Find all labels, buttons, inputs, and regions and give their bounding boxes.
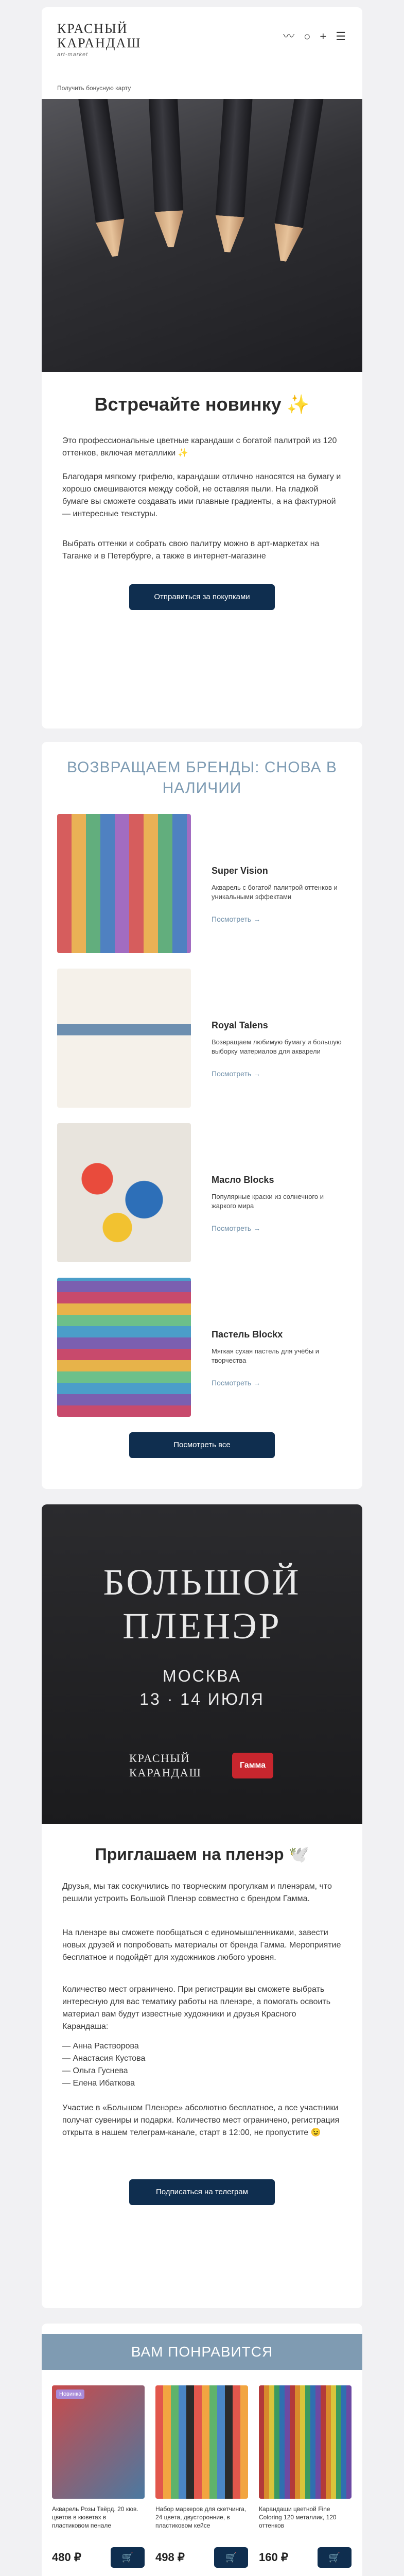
recommended-title: ВАМ ПОНРАВИТСЯ (42, 2334, 362, 2370)
banner-brand2: КАРАНДАШ (129, 1766, 202, 1779)
artist-item: — Ольга Гуснева (62, 2066, 128, 2075)
hero-image (42, 99, 362, 372)
shop-button[interactable]: Отправиться за покупками (129, 584, 275, 610)
partner-logo: Гамма (232, 1753, 273, 1778)
brand-item[interactable] (57, 814, 345, 969)
hero-para-2: Благодаря мягкому грифелю, карандаши отлично наносятся на бумагу и хорошо смешиваются между собой, не оставляя пыли. На гладкой бумаге вы сможете создавать ими плавные градиенты, а на фактурной — интересные текстуры. (62, 472, 341, 518)
header-icons (283, 31, 346, 42)
recommended-card (42, 2324, 362, 2576)
brand-image (57, 1123, 191, 1262)
hero-card (42, 7, 362, 728)
product-price: 498 ₽ (155, 2551, 185, 2564)
plein-banner[interactable] (42, 1504, 362, 1824)
promo-link[interactable]: Получить бонусную карту (57, 84, 131, 92)
product-image (259, 2385, 352, 2499)
artist-item: — Анастасия Кустова (62, 2054, 146, 2063)
banner-dates: 13 · 14 ИЮЛЯ (139, 1690, 265, 1708)
banner-city: МОСКВА (163, 1667, 241, 1685)
hero-para-3: Выбрать оттенки и собрать свою палитру можно в арт-маркетах на Таганке и в Петербурге, а также в интернет-магазине (62, 539, 320, 561)
product-price: 480 ₽ (52, 2551, 81, 2564)
pencil-1 (70, 99, 125, 224)
brand-name: Пастель Blockx (212, 1329, 283, 1340)
product-name: Набор маркеров для скетчинга, 24 цвета, двусторонние, в пластиковом кейсе (155, 2505, 247, 2529)
product-image (155, 2385, 248, 2499)
brand-image (57, 969, 191, 1108)
circle-icon[interactable]: ○ (304, 30, 311, 43)
cart-icon[interactable]: 🛒 (111, 2547, 145, 2568)
brand-image (57, 814, 191, 953)
brand-item[interactable] (57, 969, 345, 1123)
brand-item[interactable] (57, 1123, 345, 1278)
brands-title: ВОЗВРАЩАЕМ БРЕНДЫ: СНОВА В НАЛИЧИИ (67, 759, 337, 796)
product-card[interactable] (52, 2385, 145, 2576)
burger-icon[interactable]: ☰ (336, 30, 346, 43)
plein-para-3: Количество мест ограничено. При регистрации вы сможете выбрать интересную для вас тематику работы на пленэре, а помогать освоить материал вам будут известные художники и друзья Красного Карандаша: (62, 1985, 331, 2031)
brand-image (57, 1278, 191, 1417)
brand-name: Масло Blocks (212, 1175, 274, 1185)
brand-desc: Популярные краски из солнечного и жаркого мира (212, 1193, 324, 1210)
product-name: Акварель Розы Твёрд. 20 кюв. цветов в кюветах в пластиковом пенале (52, 2505, 138, 2529)
pencil-4 (274, 99, 332, 229)
product-name: Карандаши цветной Fine Coloring 120 металлик, 120 оттенков (259, 2505, 337, 2529)
pencil-2 (145, 99, 184, 213)
banner-brand1: КРАСНЫЙ (129, 1752, 190, 1765)
plus-icon[interactable]: + (320, 30, 327, 43)
plein-title: Приглашаем на пленэр 🕊️ (95, 1845, 309, 1863)
product-price: 160 ₽ (259, 2551, 288, 2564)
pencil-3 (216, 99, 257, 218)
product-card[interactable] (155, 2385, 248, 2576)
telegram-button[interactable]: Подписаться на телеграм (129, 2179, 275, 2205)
product-image (52, 2385, 145, 2499)
plein-para-2: На пленэре вы сможете пообщаться с единомышленниками, завести новых друзей и попробовать материалы от бренда Гамма. Мероприятие бесплатное и подойдёт для художников любого уровня. (62, 1928, 341, 1962)
hero-para-1: Это профессиональные цветные карандаши с богатой палитрой из 120 оттенков, включая металлики ✨ (62, 436, 337, 457)
logo[interactable] (57, 22, 142, 58)
artist-item: — Анна Растворова (62, 2042, 139, 2050)
cart-icon[interactable]: 🛒 (214, 2547, 248, 2568)
product-card[interactable] (259, 2385, 352, 2576)
banner-line2: ПЛЕНЭР (122, 1605, 282, 1647)
brand-name: Super Vision (212, 866, 268, 876)
artists-list (62, 2040, 145, 2090)
brand-link[interactable]: Посмотреть → (212, 1379, 261, 1387)
wave-icon[interactable]: 〰 (283, 30, 295, 43)
plein-para-4: Участие в «Большом Пленэре» абсолютно бесплатное, а все участники получат сувениры и подарки. Количество мест ограничено, регистрация открыта в нашем телеграм-канале, старт в 12:00, не пропустите 😉 (62, 2104, 340, 2137)
cart-icon[interactable]: 🛒 (318, 2547, 352, 2568)
plein-para-1: Друзья, мы так соскучились по творческим прогулкам и пленэрам, что решили устроить Большой Пленэр совместно с брендом Гамма. (62, 1882, 332, 1903)
logo-line2: КАРАНДАШ (57, 36, 142, 50)
brand-name: Royal Talens (212, 1020, 268, 1030)
plein-card (42, 1504, 362, 2308)
brand-link[interactable]: Посмотреть → (212, 1070, 261, 1078)
brand-link[interactable]: Посмотреть → (212, 1224, 261, 1232)
brand-item[interactable] (57, 1278, 345, 1432)
brand-desc: Мягкая сухая пастель для учёбы и творчества (212, 1347, 320, 1364)
brand-link[interactable]: Посмотреть → (212, 915, 261, 923)
logo-line1: КРАСНЫЙ (57, 21, 128, 36)
hero-title: Встречайте новинку ✨ (94, 394, 310, 415)
brands-all-button[interactable]: Посмотреть все (129, 1432, 275, 1458)
new-badge: Новинка (56, 2389, 84, 2399)
brand-desc: Акварель с богатой палитрой оттенков и уникальными эффектами (212, 884, 338, 901)
artist-item: — Елена Ибаткова (62, 2079, 135, 2088)
logo-sub: art-market (57, 52, 89, 58)
brand-desc: Возвращаем любимую бумагу и большую выборку материалов для акварели (212, 1038, 342, 1055)
banner-line1: БОЛЬШОЙ (103, 1562, 301, 1603)
brands-card (42, 742, 362, 1489)
